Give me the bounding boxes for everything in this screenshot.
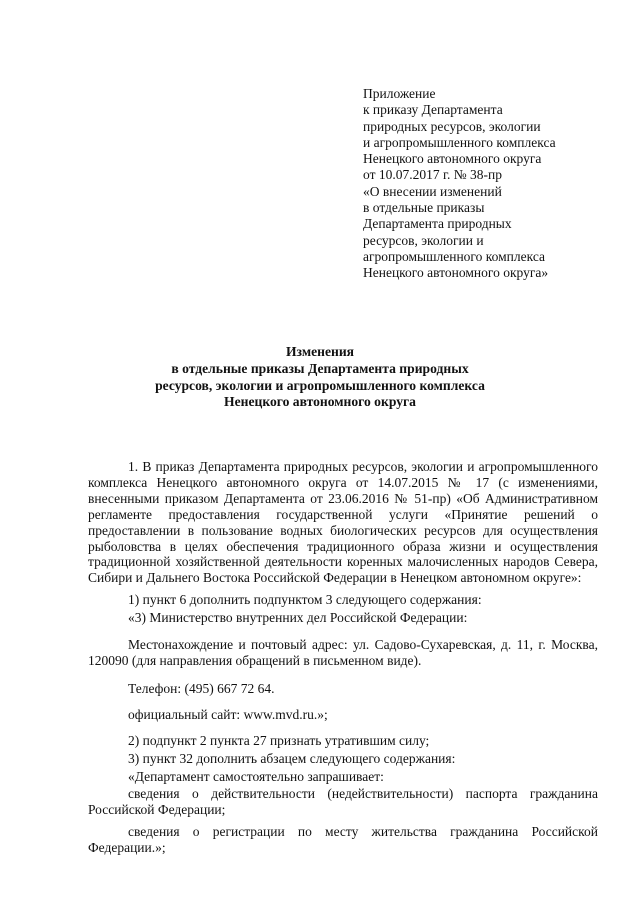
appendix-line: Приложение [363,86,436,101]
appendix-line: агропромышленного комплекса [363,248,545,264]
phone-line: Телефон: (495) 667 72 64. [128,680,275,696]
item-3-quote: «Департамент самостоятельно запрашивает: [128,768,384,784]
paragraph-1: 1. В приказ Департамента природных ресурсов, экологии и агропромышленного комплекса Ненецкого автономного округа от 14.07.2015 № 17 (с изменениями, внесенными приказом Департамента от 23.06.2016 № 51-пр) «Об Административном регламенте предоставления государственной услуги «Принятие решений о предоставлении в пользование водных биологических ресурсов для осуществления рыболовства в целях обеспечения традиционного образа жизни и осуществления традиционной хозяйственной деятельности коренных малочисленных народов Севера, Сибири и Дальнего Востока Российской Федерации в Ненецком автономном округе»: [88,459,598,586]
appendix-line: в отдельные приказы [363,200,485,216]
item-1-quote: «3) Министерство внутренних дел Российской Федерации: [128,610,468,626]
document-body [88,459,598,856]
title-line: Ненецкого автономного округа [224,394,416,410]
list-item-3: 3) пункт 32 дополнить абзацем следующего содержания: [128,750,456,766]
appendix-line: и агропромышленного комплекса [363,134,556,150]
list-item-2: 2) подпункт 2 пункта 27 признать утратившим силу; [128,732,430,748]
appendix-line: от 10.07.2017 г. № 38-пр [363,167,502,183]
title-line: в отдельные приказы Департамента природных [171,360,469,376]
appendix-line: к приказу Департамента [363,102,503,118]
appendix-block [363,86,623,282]
appendix-line: Департамента природных [363,216,512,232]
website-line: официальный сайт: www.mvd.ru.»; [128,706,328,722]
list-item-1: 1) пункт 6 дополнить подпунктом 3 следующего содержания: [128,592,482,608]
appendix-line: природных ресурсов, экологии [363,118,541,134]
appendix-line: «О внесении изменений [363,183,502,199]
info-paragraph-2: сведения о регистрации по месту жительства гражданина Российской Федерации.»; [88,824,598,856]
appendix-line: ресурсов, экологии и [363,232,484,248]
info-paragraph-1: сведения о действительности (недействительности) паспорта гражданина Российской Федерации; [88,786,598,818]
appendix-line: Ненецкого автономного округа» [363,265,549,281]
address-paragraph: Местонахождение и почтовый адрес: ул. Садово-Сухаревская, д. 11, г. Москва, 120090 (для направления обращений в письменном виде). [88,637,598,668]
title-line: ресурсов, экологии и агропромышленного комплекса [155,377,485,393]
title-line: Изменения [285,344,355,359]
appendix-line: Ненецкого автономного округа [363,151,542,167]
document-title [40,344,600,411]
